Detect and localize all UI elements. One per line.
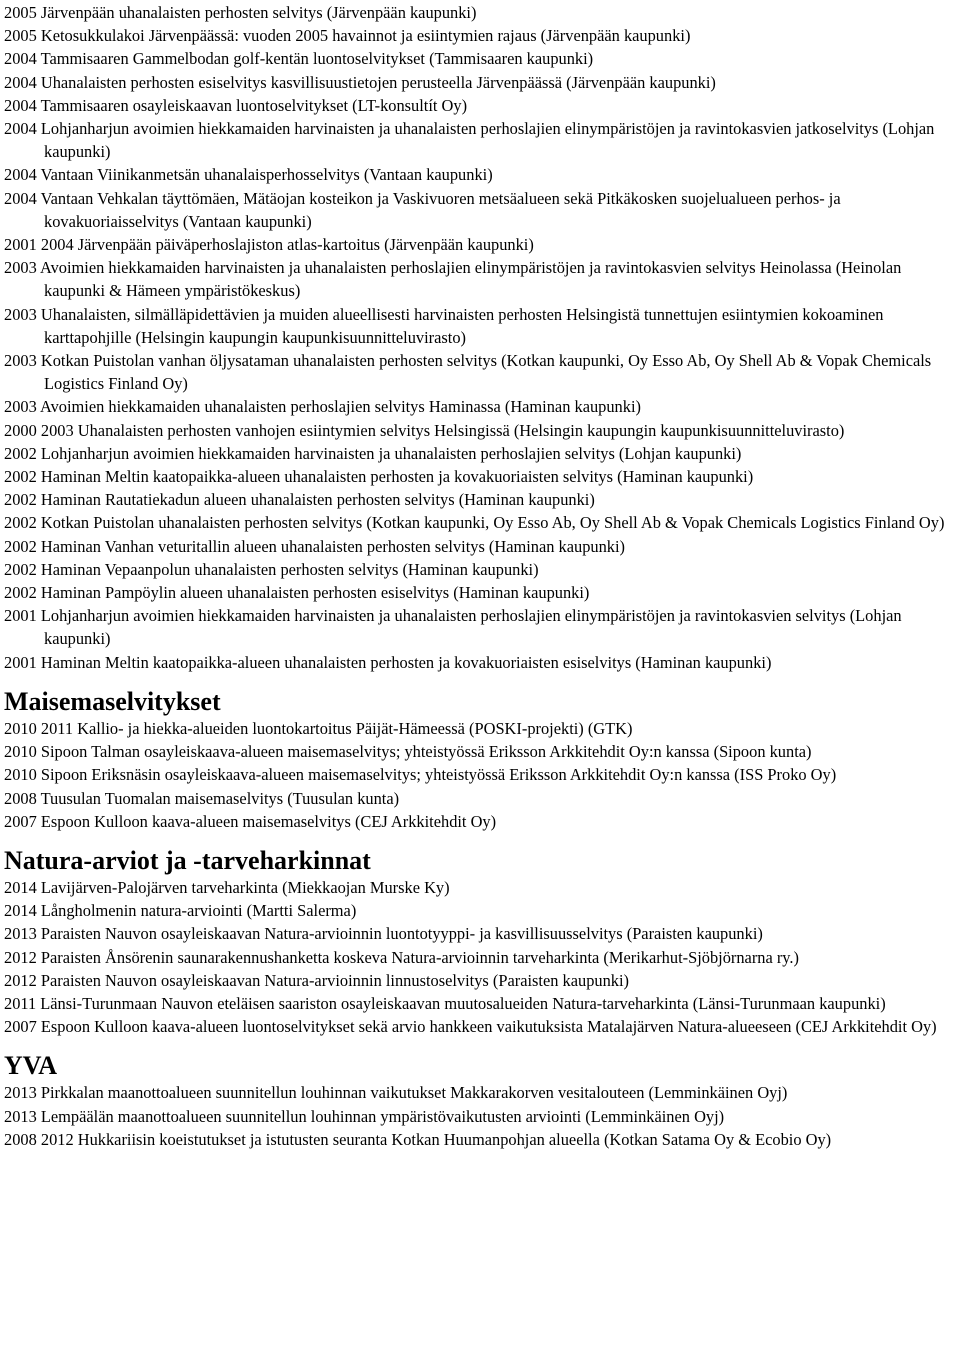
list-item: 2014 Långholmenin natura-arviointi (Martti Salerma)	[4, 901, 357, 921]
list-item: 2002 Haminan Rautatiekadun alueen uhanalaisten perhosten selvitys (Haminan kaupunki)	[4, 490, 595, 510]
list-item: 2004 Vantaan Vehkalan täyttömäen, Mätäojan kosteikon ja Vaskivuoren metsäalueen sekä Pitkäkosken suojelualueen perhos- ja kovakuoriaisselvitys (Vantaan kaupunki)	[4, 188, 841, 231]
list-item: 2005 Järvenpään uhanalaisten perhosten selvitys (Järvenpään kaupunki)	[4, 3, 477, 22]
list-item: 2005 Ketosukkulakoi Järvenpäässä: vuoden 2005 havainnot ja esiintymien rajaus (Järvenpään kaupunki)	[4, 26, 691, 46]
list-item: 2010 2011 Kallio- ja hiekka-alueiden luontokartoitus Päijät-Hämeessä (POSKI-projekti) (GTK)	[4, 718, 633, 738]
list-item: 2004 Uhanalaisten perhosten esiselvitys kasvillisuustietojen perusteella Järvenpäässä (Järvenpään kaupunki)	[4, 72, 716, 92]
list-item: 2010 Sipoon Eriksnäsin osayleiskaava-alueen maisemaselvitys; yhteistyössä Eriksson Arkkitehdit Oy:n kanssa (ISS Proko Oy)	[4, 765, 837, 785]
list-item: 2003 Kotkan Puistolan vanhan öljysataman uhanalaisten perhosten selvitys (Kotkan kaupunki, Oy Esso Ab, Oy Shell Ab & Vopak Chemicals Logistics Finland Oy)	[4, 351, 932, 394]
list-item: 2010 Sipoon Talman osayleiskaava-alueen maisemaselvitys; yhteistyössä Eriksson Arkkitehdit Oy:n kanssa (Sipoon kunta)	[4, 742, 812, 762]
list-item: 2002 Haminan Vanhan veturitallin alueen uhanalaisten perhosten selvitys (Haminan kaupunki)	[4, 536, 626, 556]
list-item: 2007 Espoon Kulloon kaava-alueen luontoselvitykset sekä arvio hankkeen vaikutuksista Matalajärven Natura-alueeseen (CEJ Arkkitehdit Oy)	[4, 1017, 937, 1037]
section-heading: YVA	[4, 1051, 57, 1081]
list-item: 2002 Haminan Pampöylin alueen uhanalaisten perhosten esiselvitys (Haminan kaupunki)	[4, 583, 590, 603]
list-item: 2014 Lavijärven-Palojärven tarveharkinta (Miekkaojan Murske Ky)	[4, 877, 450, 897]
list-item: 2008 Tuusulan Tuomalan maisemaselvitys (Tuusulan kunta)	[4, 788, 400, 808]
list-item: 2004 Tammisaaren osayleiskaavan luontoselvitykset (LT-konsultít Oy)	[4, 95, 468, 115]
list-item: 2000 2003 Uhanalaisten perhosten vanhojen esiintymien selvitys Helsingissä (Helsingin kaupungin kaupunkisuunnitteluvirasto)	[4, 420, 845, 440]
list-item: 2003 Uhanalaisten, silmälläpidettävien ja muiden alueellisesti harvinaisten perhosten Helsingistä tunnettujen esiintymien kokoaminen karttapohjille (Helsingin kaupungin kaupunkisuunnitteluvirasto)	[4, 304, 884, 347]
entry-list	[4, 876, 956, 1038]
list-item: 2002 Lohjanharjun avoimien hiekkamaiden harvinaisten ja uhanalaisten perhoslajien selvitys (Lohjan kaupunki)	[4, 443, 742, 463]
list-item: 2013 Lempäälän maanottoalueen suunnitellun louhinnan ympäristövaikutusten arviointi (Lemminkäinen Oyj)	[4, 1106, 725, 1126]
section-eia	[4, 1051, 956, 1151]
section-landscape-surveys	[4, 687, 956, 833]
list-item: 2004 Vantaan Viinikanmetsän uhanalaisperhosselvitys (Vantaan kaupunki)	[4, 165, 493, 185]
list-item: 2011 Länsi-Turunmaan Nauvon eteläisen saariston osayleiskaavan muutosalueiden Natura-tarveharkinta (Länsi-Turunmaan kaupunki)	[4, 993, 886, 1013]
list-item: 2001 Lohjanharjun avoimien hiekkamaiden harvinaisten ja uhanalaisten perhoslajien elinympäristöjen ja ravintokasvien selvitys (Lohjan kaupunki)	[4, 606, 902, 649]
list-item: 2004 Lohjanharjun avoimien hiekkamaiden harvinaisten ja uhanalaisten perhoslajien elinympäristöjen ja ravintokasvien jatkoselvitys (Lohjan kaupunki)	[4, 119, 935, 162]
entry-list	[4, 1081, 956, 1151]
list-item: 2002 Kotkan Puistolan uhanalaisten perhosten selvitys (Kotkan kaupunki, Oy Esso Ab, Oy Shell Ab & Vopak Chemicals Logistics Finland Oy)	[4, 513, 945, 533]
list-item: 2001 2004 Järvenpään päiväperhoslajiston atlas-kartoitus (Järvenpään kaupunki)	[4, 235, 534, 255]
list-item: 2004 Tammisaaren Gammelbodan golf-kentän luontoselvitykset (Tammisaaren kaupunki)	[4, 49, 594, 69]
list-item: 2002 Haminan Meltin kaatopaikka-alueen uhanalaisten perhosten ja kovakuoriaisten selvitys (Haminan kaupunki)	[4, 467, 754, 487]
list-item: 2003 Avoimien hiekkamaiden harvinaisten ja uhanalaisten perhoslajien elinympäristöjen ja ravintokasvien selvitys Heinolassa (Heinolan kaupunki & Hämeen ympäristökeskus)	[4, 258, 902, 301]
section-heading: Maisemaselvitykset	[4, 686, 221, 716]
list-item: 2012 Paraisten Nauvon osayleiskaavan Natura-arvioinnin linnustoselvitys (Paraisten kaupunki)	[4, 970, 629, 990]
section-insect-surveys	[4, 1, 956, 674]
list-item: 2013 Paraisten Nauvon osayleiskaavan Natura-arvioinnin luontotyyppi- ja kasvillisuusselvitys (Paraisten kaupunki)	[4, 924, 763, 944]
list-item: 2013 Pirkkalan maanottoalueen suunnitellun louhinnan vaikutukset Makkarakorven vesitalouteen (Lemminkäinen Oyj)	[4, 1083, 788, 1103]
entry-list	[4, 717, 956, 833]
list-item: 2001 Haminan Meltin kaatopaikka-alueen uhanalaisten perhosten ja kovakuoriaisten esiselvitys (Haminan kaupunki)	[4, 652, 772, 672]
section-heading: Natura-arviot ja -tarveharkinnat	[4, 845, 371, 875]
entry-list	[4, 1, 956, 674]
list-item: 2008 2012 Hukkariisin koeistutukset ja istutusten seuranta Kotkan Huumanpohjan alueella (Kotkan Satama Oy & Ecobio Oy)	[4, 1129, 832, 1149]
list-item: 2003 Avoimien hiekkamaiden uhanalaisten perhoslajien selvitys Haminassa (Haminan kaupunki)	[4, 397, 641, 417]
list-item: 2012 Paraisten Ånsörenin saunarakennushanketta koskeva Natura-arvioinnin tarveharkinta (Merikarhut-Sjöbjörnarna ry.)	[4, 947, 799, 967]
section-natura-assessments	[4, 846, 956, 1038]
list-item: 2007 Espoon Kulloon kaava-alueen maisemaselvitys (CEJ Arkkitehdit Oy)	[4, 811, 497, 831]
list-item: 2002 Haminan Vepaanpolun uhanalaisten perhosten selvitys (Haminan kaupunki)	[4, 559, 539, 579]
